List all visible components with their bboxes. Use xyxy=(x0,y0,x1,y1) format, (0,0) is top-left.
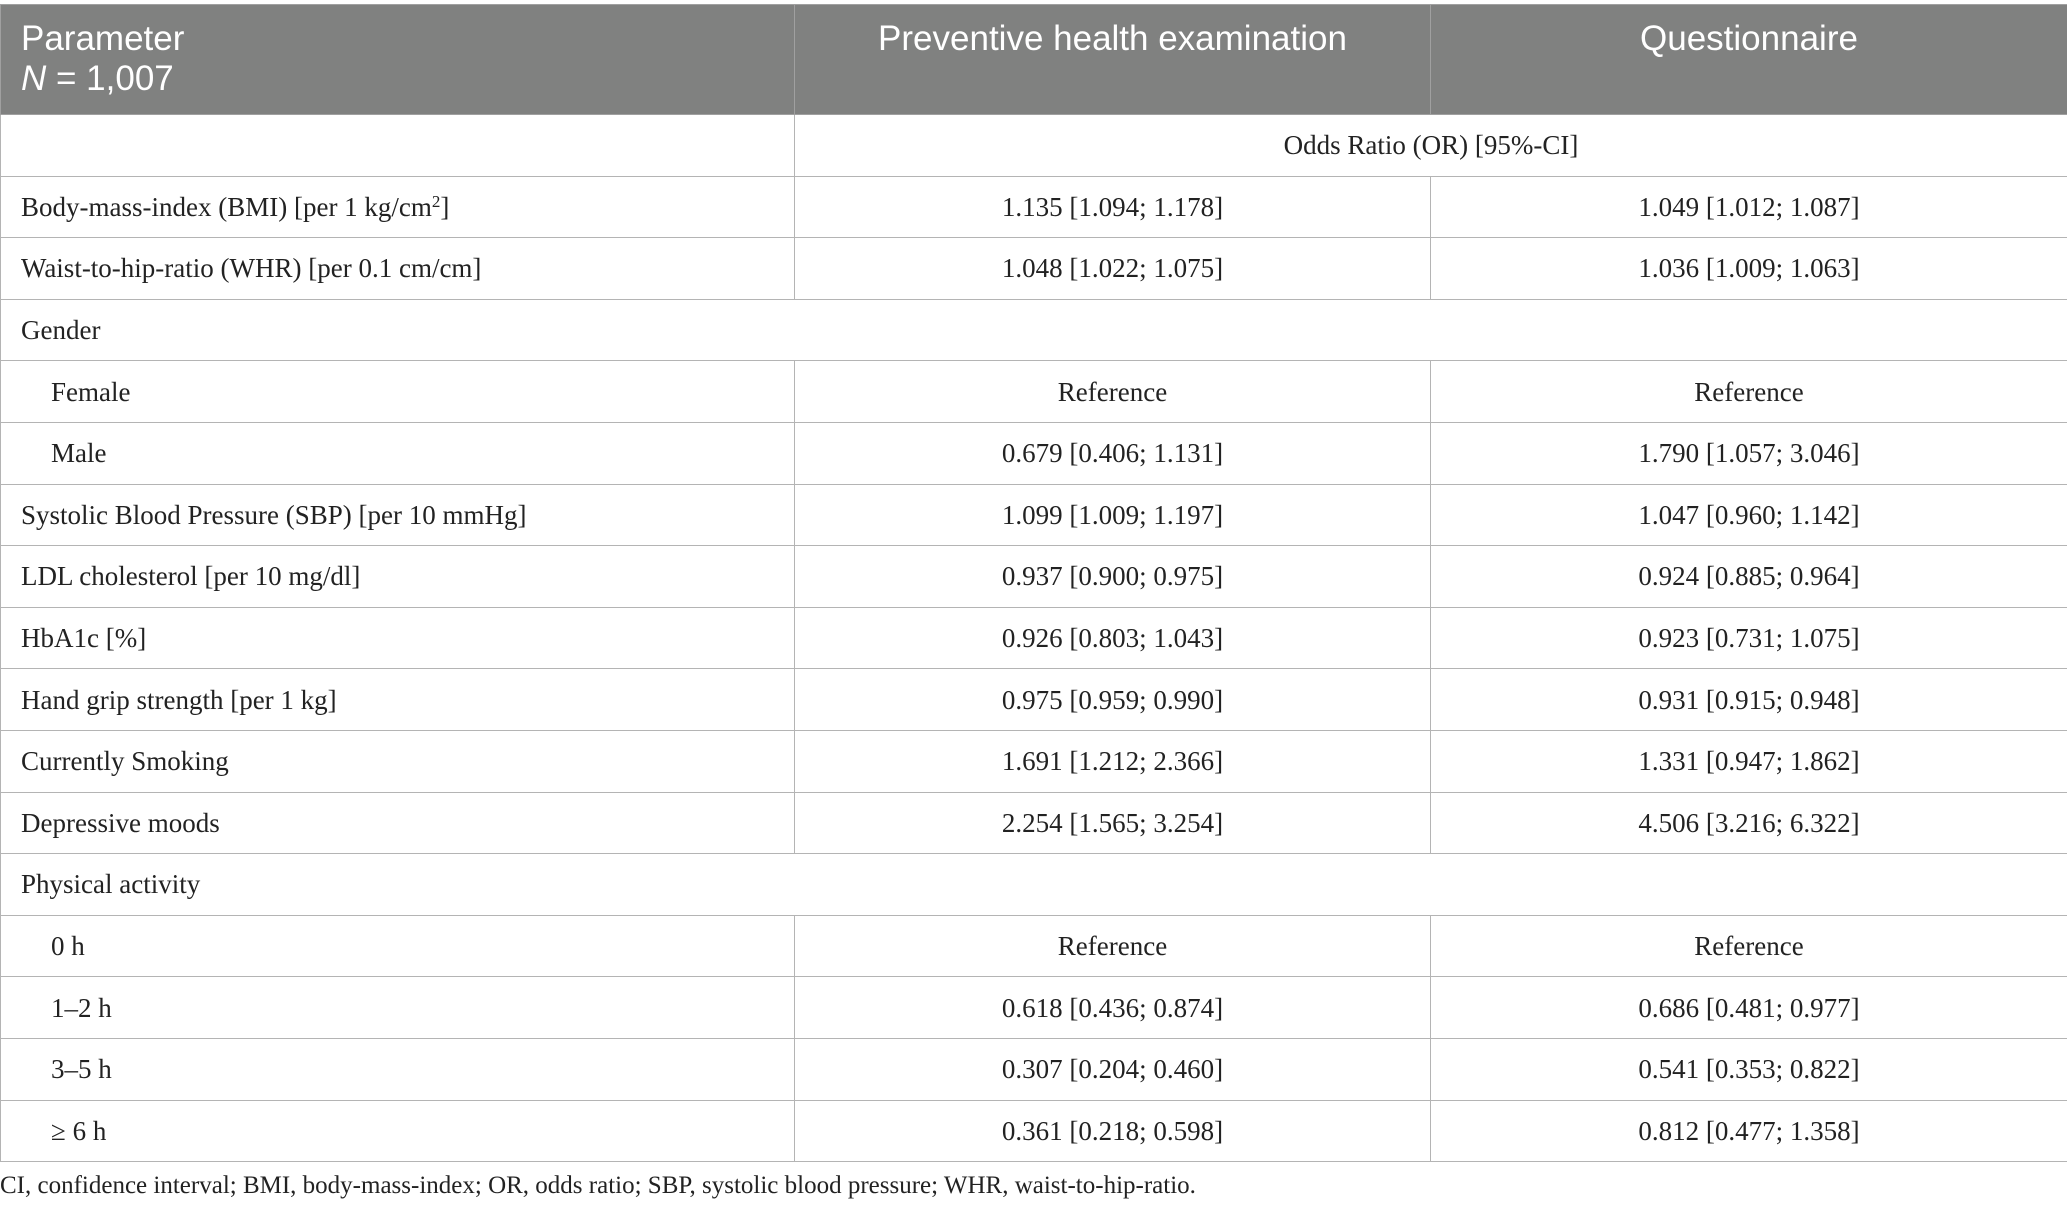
row-value-questionnaire: Reference xyxy=(1431,361,2067,423)
row-label: LDL cholesterol [per 10 mg/dl] xyxy=(1,546,795,608)
row-label: Currently Smoking xyxy=(1,730,795,792)
row-label: 3–5 h xyxy=(1,1038,795,1100)
header-preventive-exam: Preventive health examination xyxy=(795,5,1431,115)
superscript-two: 2 xyxy=(431,191,441,211)
row-value-exam: Reference xyxy=(795,915,1431,977)
header-n-symbol: N xyxy=(21,59,47,98)
row-value-exam: 0.926 [0.803; 1.043] xyxy=(795,607,1431,669)
row-value-exam: 0.937 [0.900; 0.975] xyxy=(795,546,1431,608)
row-value-questionnaire: 1.049 [1.012; 1.087] xyxy=(1431,176,2067,238)
odds-ratio-table xyxy=(0,4,2067,1162)
row-value-exam: 2.254 [1.565; 3.254] xyxy=(795,792,1431,854)
table-row xyxy=(1,915,2067,977)
header-parameter xyxy=(1,5,795,115)
row-value-questionnaire: 0.812 [0.477; 1.358] xyxy=(1431,1100,2067,1162)
group-label-gender: Gender xyxy=(1,299,2067,361)
row-value-exam: 1.048 [1.022; 1.075] xyxy=(795,238,1431,300)
subheader-empty-cell xyxy=(1,115,795,177)
row-value-exam: Reference xyxy=(795,361,1431,423)
row-value-exam: 0.618 [0.436; 0.874] xyxy=(795,977,1431,1039)
row-value-questionnaire: 1.790 [1.057; 3.046] xyxy=(1431,422,2067,484)
table-row xyxy=(1,730,2067,792)
row-label: 0 h xyxy=(1,915,795,977)
table-row xyxy=(1,176,2067,238)
header-n-value: = 1,007 xyxy=(46,59,174,98)
row-value-questionnaire: 0.924 [0.885; 0.964] xyxy=(1431,546,2067,608)
table-row xyxy=(1,546,2067,608)
row-label: Systolic Blood Pressure (SBP) [per 10 mmHg] xyxy=(1,484,795,546)
table-row xyxy=(1,361,2067,423)
subheader-odds-ratio: Odds Ratio (OR) [95%-CI] xyxy=(795,115,2067,177)
row-label: Waist-to-hip-ratio (WHR) [per 0.1 cm/cm] xyxy=(1,238,795,300)
row-value-exam: 0.975 [0.959; 0.990] xyxy=(795,669,1431,731)
header-parameter-label: Parameter xyxy=(21,19,185,58)
row-value-questionnaire: 1.331 [0.947; 1.862] xyxy=(1431,730,2067,792)
row-value-exam: 1.135 [1.094; 1.178] xyxy=(795,176,1431,238)
row-value-exam: 0.307 [0.204; 0.460] xyxy=(795,1038,1431,1100)
table-row xyxy=(1,977,2067,1039)
row-value-questionnaire: 0.931 [0.915; 0.948] xyxy=(1431,669,2067,731)
row-value-questionnaire: 0.541 [0.353; 0.822] xyxy=(1431,1038,2067,1100)
row-value-questionnaire: 4.506 [3.216; 6.322] xyxy=(1431,792,2067,854)
group-label-physical-activity: Physical activity xyxy=(1,854,2067,916)
row-label: Female xyxy=(1,361,795,423)
table-row xyxy=(1,238,2067,300)
row-value-questionnaire: Reference xyxy=(1431,915,2067,977)
header-questionnaire: Questionnaire xyxy=(1431,5,2067,115)
table-group-row xyxy=(1,854,2067,916)
subheader-row xyxy=(1,115,2067,177)
table-row xyxy=(1,669,2067,731)
row-value-questionnaire: 1.036 [1.009; 1.063] xyxy=(1431,238,2067,300)
row-label: Depressive moods xyxy=(1,792,795,854)
row-label: HbA1c [%] xyxy=(1,607,795,669)
table-header-row xyxy=(1,5,2067,115)
table-group-row xyxy=(1,299,2067,361)
row-value-questionnaire: 0.686 [0.481; 0.977] xyxy=(1431,977,2067,1039)
table-row xyxy=(1,422,2067,484)
row-label: 1–2 h xyxy=(1,977,795,1039)
row-value-questionnaire: 1.047 [0.960; 1.142] xyxy=(1431,484,2067,546)
row-label: Hand grip strength [per 1 kg] xyxy=(1,669,795,731)
table-row xyxy=(1,607,2067,669)
table-row xyxy=(1,1038,2067,1100)
row-value-questionnaire: 0.923 [0.731; 1.075] xyxy=(1431,607,2067,669)
row-label: Male xyxy=(1,422,795,484)
row-value-exam: 0.361 [0.218; 0.598] xyxy=(795,1100,1431,1162)
row-label: ≥ 6 h xyxy=(1,1100,795,1162)
table-row xyxy=(1,1100,2067,1162)
row-value-exam: 0.679 [0.406; 1.131] xyxy=(795,422,1431,484)
table-row xyxy=(1,484,2067,546)
table-footnote: CI, confidence interval; BMI, body-mass-index; OR, odds ratio; SBP, systolic blood pressure; WHR, waist-to-hip-ratio. xyxy=(0,1172,1196,1199)
row-label: Body-mass-index (BMI) [per 1 $kg/cm^2$] xyxy=(1,176,795,238)
row-value-exam: 1.691 [1.212; 2.366] xyxy=(795,730,1431,792)
row-value-exam: 1.099 [1.009; 1.197] xyxy=(795,484,1431,546)
header-sample-size xyxy=(21,59,774,99)
table-row xyxy=(1,792,2067,854)
